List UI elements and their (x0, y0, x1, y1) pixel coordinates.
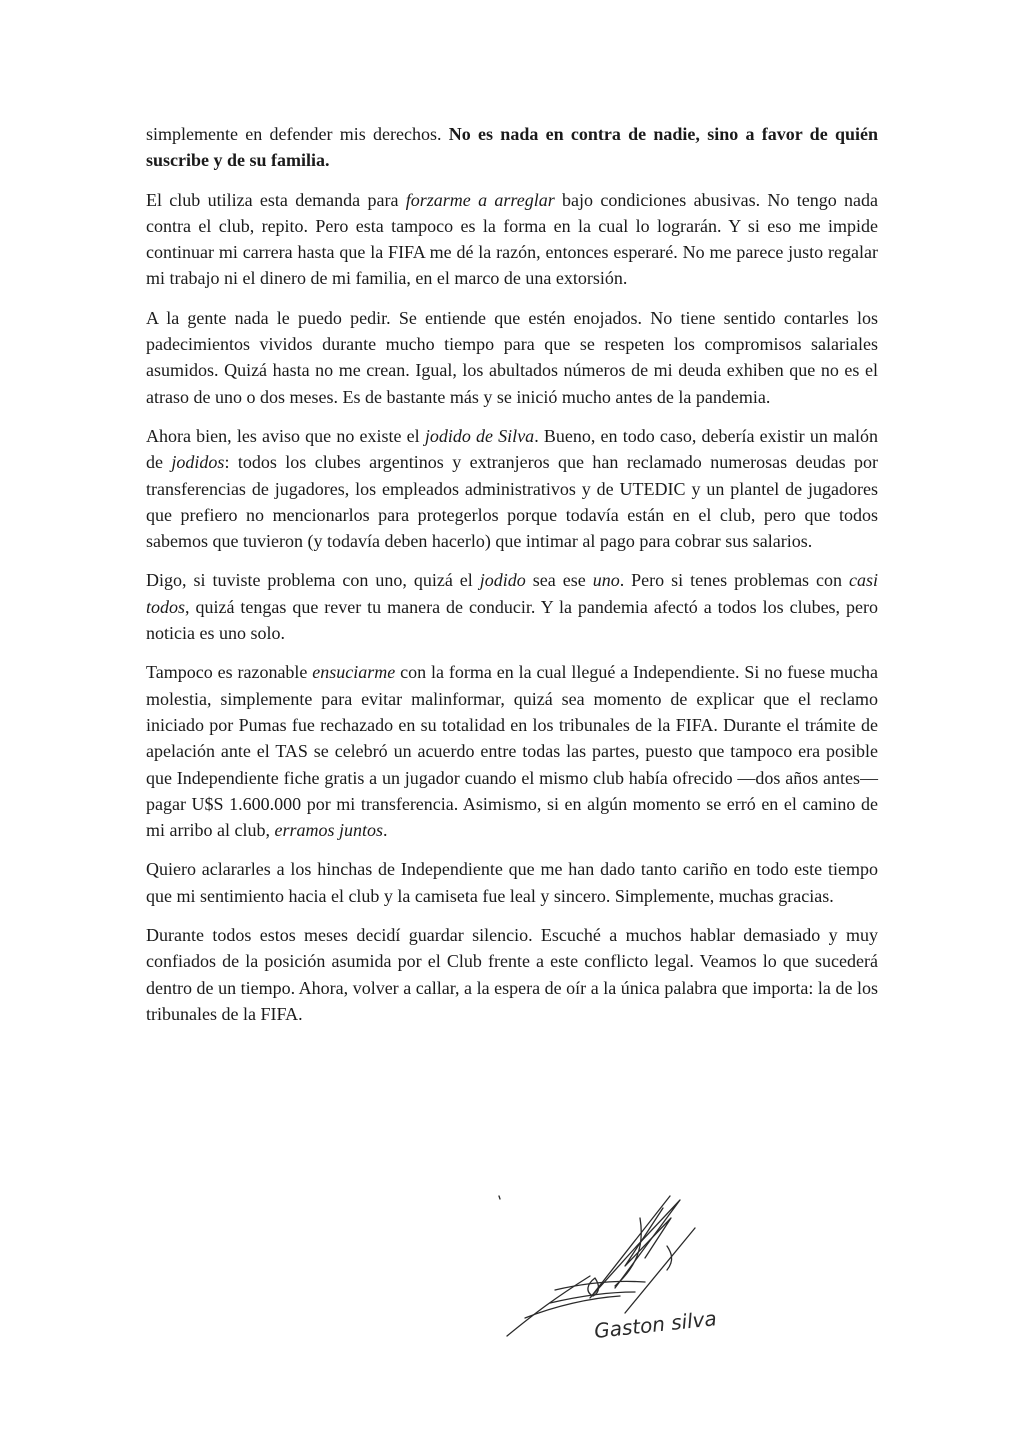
italic-text-run: jodido de Silva (424, 425, 535, 446)
text-run: . Bueno, en todo caso, debería existir un malón de (146, 425, 879, 473)
text-run: simplemente en defender mis derechos. (146, 124, 449, 144)
italic-text-run: erramos juntos (274, 820, 383, 841)
italic-text-run: casi todos (146, 570, 879, 617)
bold-text-run: No es nada en contra de nadie, sino a favor de quién suscribe y de su familia. (146, 124, 878, 171)
text-run: A la gente nada le puedo pedir. Se entiende que estén enojados. No tiene sentido contarles los padecimientos vividos durante mucho tiempo para que se respeten los compromisos salariales asumidos. Quizá hasta no me crean. Igual, los abultados números de mi deuda exhiben que no es el atraso de uno o dos meses. Es de bastante más y se inició mucho antes de la pandemia. (146, 307, 878, 407)
text-run: . Pero si tenes problemas con (619, 570, 850, 591)
text-run: Tampoco es razonable (146, 662, 313, 683)
text-run: Quiero aclararles a los hinchas de Independiente que me han dado tanto cariño en todo este tiempo que mi sentimiento hacia el club y la camiseta fue leal y sincero. Simplemente, muchas gracias. (146, 859, 878, 906)
paragraph (146, 305, 878, 410)
text-run: bajo condiciones abusivas. No tengo nada contra el club, repito. Pero esta tampoco es la forma en la cual lo lograrán. Y si eso me impide continuar mi carrera hasta que la FIFA me dé la razón, entonces esperaré. No me parece justo regalar mi trabajo ni el dinero de mi familia, en el marco de una extorsión. (146, 189, 878, 289)
signature-name: Gaston silva (593, 1306, 718, 1343)
signature-drawing (495, 1188, 785, 1348)
text-run: sea ese (525, 570, 593, 591)
paragraph (146, 856, 878, 909)
italic-text-run: ensuciarme (312, 662, 396, 683)
text-run: Ahora bien, les aviso que no existe el (146, 425, 425, 446)
text-run: El club utiliza esta demanda para (146, 189, 406, 210)
paragraph (146, 121, 878, 174)
text-run: , quizá tengas que rever tu manera de conducir. Y la pandemia afectó a todos los clubes, pero noticia es uno solo. (146, 596, 878, 644)
paragraph (146, 659, 878, 843)
signature (495, 1188, 785, 1348)
paragraph (146, 922, 878, 1027)
paragraph (146, 187, 878, 292)
italic-text-run: jodidos (171, 452, 225, 473)
text-run: . (382, 820, 388, 841)
letter-body (146, 121, 878, 1040)
text-run: con la forma en la cual llegué a Independiente. Si no fuese mucha molestia, simplemente para evitar malinformar, quizá sea momento de explicar que el reclamo iniciado por Pumas fue rechazado en su totalidad en los tribunales de la FIFA. Durante el trámite de apelación ante el TAS se celebró un acuerdo entre todas las partes, puesto que tampoco era posible que Independiente fiche gratis a un jugador cuando el mismo club había ofrecido —dos años antes— pagar U$S 1.600.000 por mi transferencia. Asimismo, si en algún momento se erró en el camino de mi arribo al club, (146, 662, 878, 841)
text-run: : todos los clubes argentinos y extranjeros que han reclamado numerosas deudas por transferencias de jugadores, los empleados administrativos y de UTEDIC y un plantel de jugadores que prefiero no mencionarlos para protegerlos porque todavía están en el club, pero que todos sabemos que tuvieron (y todavía deben hacerlo) que intimar al pago para cobrar sus salarios. (146, 452, 878, 552)
paragraph (146, 567, 878, 646)
italic-text-run: uno (592, 570, 620, 591)
italic-text-run: jodido (479, 570, 526, 591)
text-run: Digo, si tuviste problema con uno, quizá el (146, 570, 480, 591)
text-run: Durante todos estos meses decidí guardar silencio. Escuché a muchos hablar demasiado y muy confiados de la posición asumida por el Club frente a este conflicto legal. Veamos lo que sucederá dentro de un tiempo. Ahora, volver a callar, a la espera de oír a la única palabra que importa: la de los tribunales de la FIFA. (146, 925, 878, 1024)
paragraph (146, 423, 878, 554)
italic-text-run: forzarme a arreglar (405, 189, 555, 210)
